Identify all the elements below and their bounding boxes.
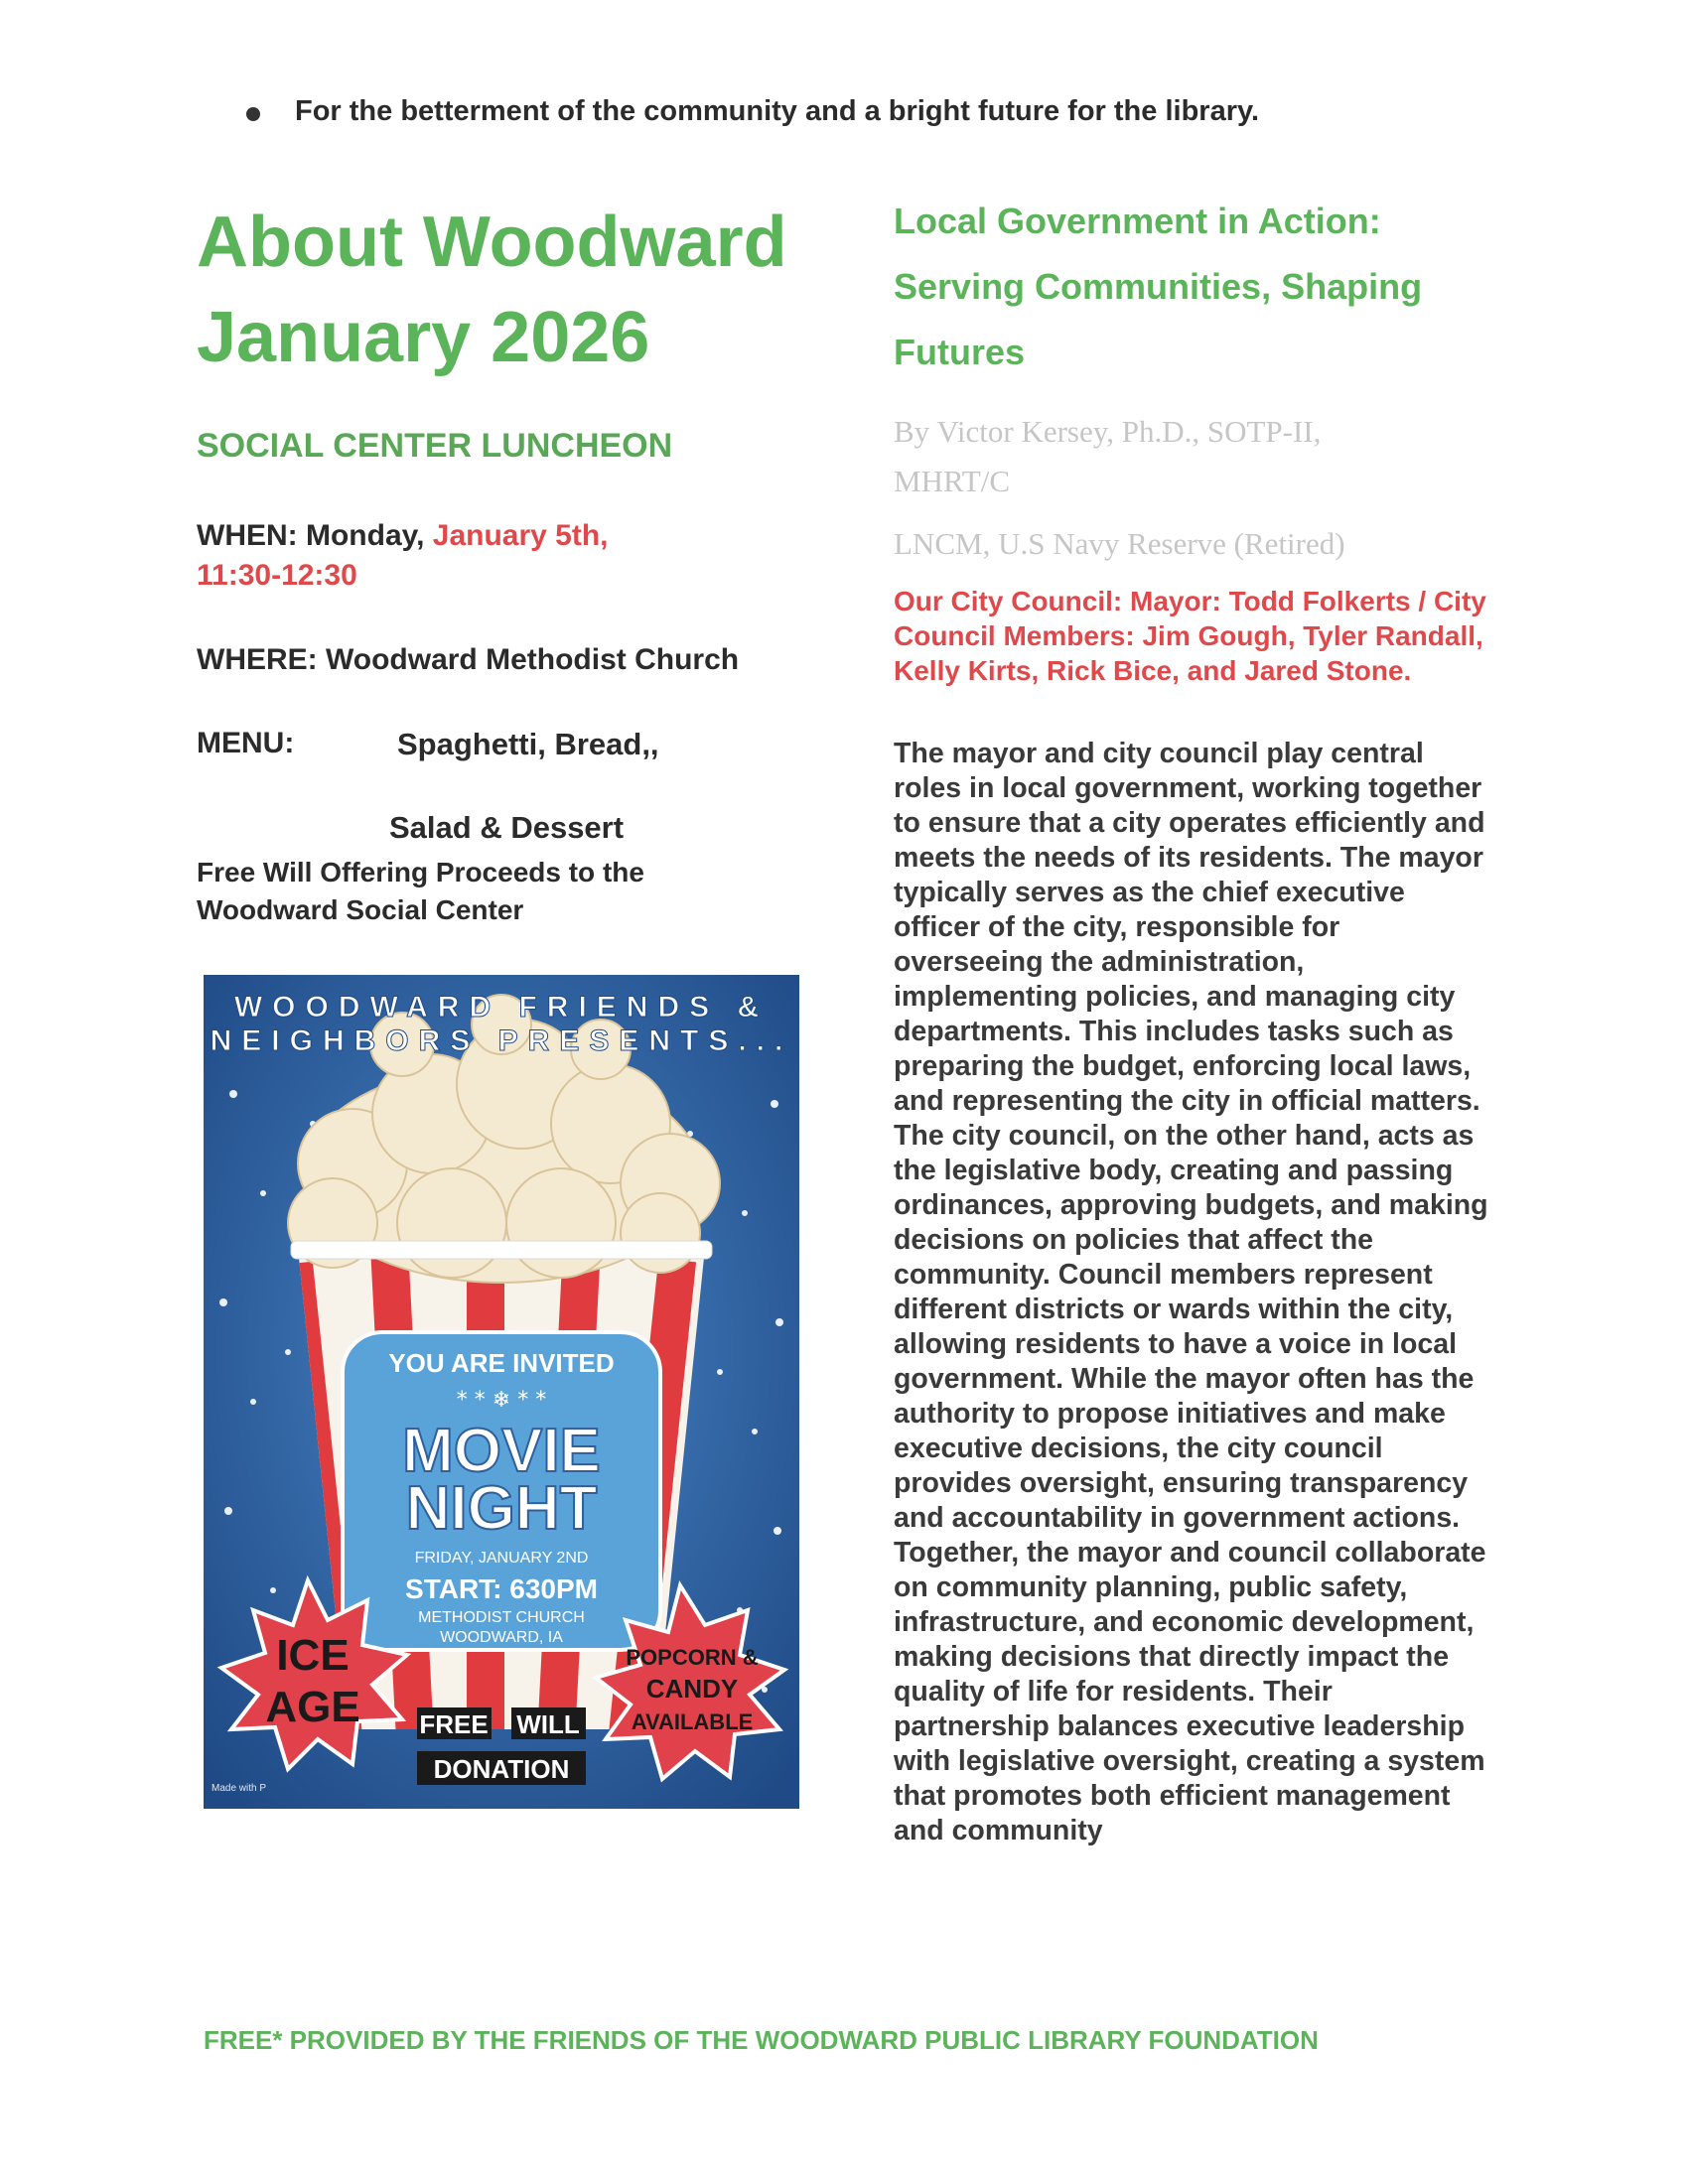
article-body: The mayor and city council play central roles in local government, working together to ensure that a city operates efficiently and meets the needs of its residents. The mayor typically serves as the chief executive officer of the city, responsible for overseeing the administration, implementing policies, and managing city departments. This includes tasks such as preparing the budget, enforcing local laws, and representing the city in official matters. The city council, on the other hand, acts as the legislative body, creating and passing ordinances, approving budgets, and making decisions on policies that affect the community. Council members represent different districts or wards within the city, allowing residents to have a voice in local government. While the mayor often has the authority to propose initiatives and make executive decisions, the city council provides oversight, ensuring transparency and accountability in government actions. Together, the mayor and council collaborate on community planning, public safety, infrastructure, and economic development, making decisions that directly impact the quality of life for residents. Their partnership balances executive leadership with legislative oversight, creating a system that promotes both efficient management and community — [894, 738, 1488, 1846]
city-council-list: Our City Council: Mayor: Todd Folkerts / City Council Members: Jim Gough, Tyler Randall, Kelly Kirts, Rick Bice, and Jared Stone. — [894, 586, 1486, 686]
page-title — [197, 195, 787, 385]
when-date: January 5th, — [432, 519, 609, 552]
badge-left-line-2: AGE — [265, 1683, 360, 1731]
night-text: NIGHT — [405, 1474, 598, 1543]
bucket-rim — [291, 1241, 712, 1259]
article-title — [894, 189, 1489, 385]
article-title-line-3: Futures — [894, 332, 1026, 372]
menu-label: MENU: — [197, 727, 295, 759]
poster-date: FRIDAY, JANUARY 2ND — [414, 1550, 589, 1567]
donation-label: DONATION — [433, 1754, 570, 1784]
when-info — [197, 516, 753, 596]
byline — [894, 407, 1450, 506]
title-line-1: About Woodward — [197, 203, 787, 282]
poster-header-line-1: WOODWARD FRIENDS & — [233, 991, 770, 1024]
stars-text: * * ❄ * * — [456, 1388, 547, 1413]
article-title-line-2: Serving Communities, Shaping — [894, 266, 1423, 307]
invited-text: YOU ARE INVITED — [388, 1348, 615, 1378]
badge-right-line-2: CANDY — [645, 1674, 739, 1704]
when-time: 11:30-12:30 — [197, 559, 357, 592]
luncheon-heading: SOCIAL CENTER LUNCHEON — [197, 427, 673, 465]
byline-line-1: By Victor Kersey, Ph.D., SOTP-II, — [894, 414, 1322, 449]
offering-text: Free Will Offering Proceeds to the Woodward Social Center — [197, 857, 644, 925]
when-label: WHEN: Monday, — [197, 519, 433, 552]
footer-credit: FREE* PROVIDED BY THE FRIENDS OF THE WOODWARD PUBLIC LIBRARY FOUNDATION — [204, 2025, 1319, 2055]
poster-venue-2: WOODWARD, IA — [440, 1629, 563, 1646]
badge-right-line-1: POPCORN & — [626, 1645, 759, 1670]
poster-header-line-2: NEIGHBORS PRESENTS... — [210, 1024, 793, 1057]
free-label: FREE — [419, 1709, 489, 1739]
movie-text: MOVIE — [402, 1417, 601, 1485]
article-title-line-1: Local Government in Action: — [894, 201, 1381, 241]
badge-right-line-3: AVAILABLE — [631, 1709, 754, 1734]
title-line-2: January 2026 — [197, 298, 650, 377]
where-info: WHERE: Woodward Methodist Church — [197, 643, 740, 676]
bullet-dot — [246, 107, 260, 121]
will-label: WILL — [516, 1709, 580, 1739]
byline-line-2: MHRT/C — [894, 464, 1010, 498]
menu-line-1: Spaghetti, Bread,, — [397, 727, 659, 761]
movie-night-poster — [204, 975, 799, 1809]
badge-left-line-1: ICE — [276, 1631, 350, 1680]
top-bullet-text: For the betterment of the community and a bright future for the library. — [295, 95, 1260, 127]
made-with-text: Made with P — [211, 1783, 267, 1794]
poster-venue-1: METHODIST CHURCH — [418, 1609, 585, 1626]
menu-line-2: Salad & Dessert — [389, 810, 625, 845]
poster-start: START: 630PM — [405, 1573, 598, 1604]
navy-line: LNCM, U.S Navy Reserve (Retired) — [894, 526, 1345, 561]
